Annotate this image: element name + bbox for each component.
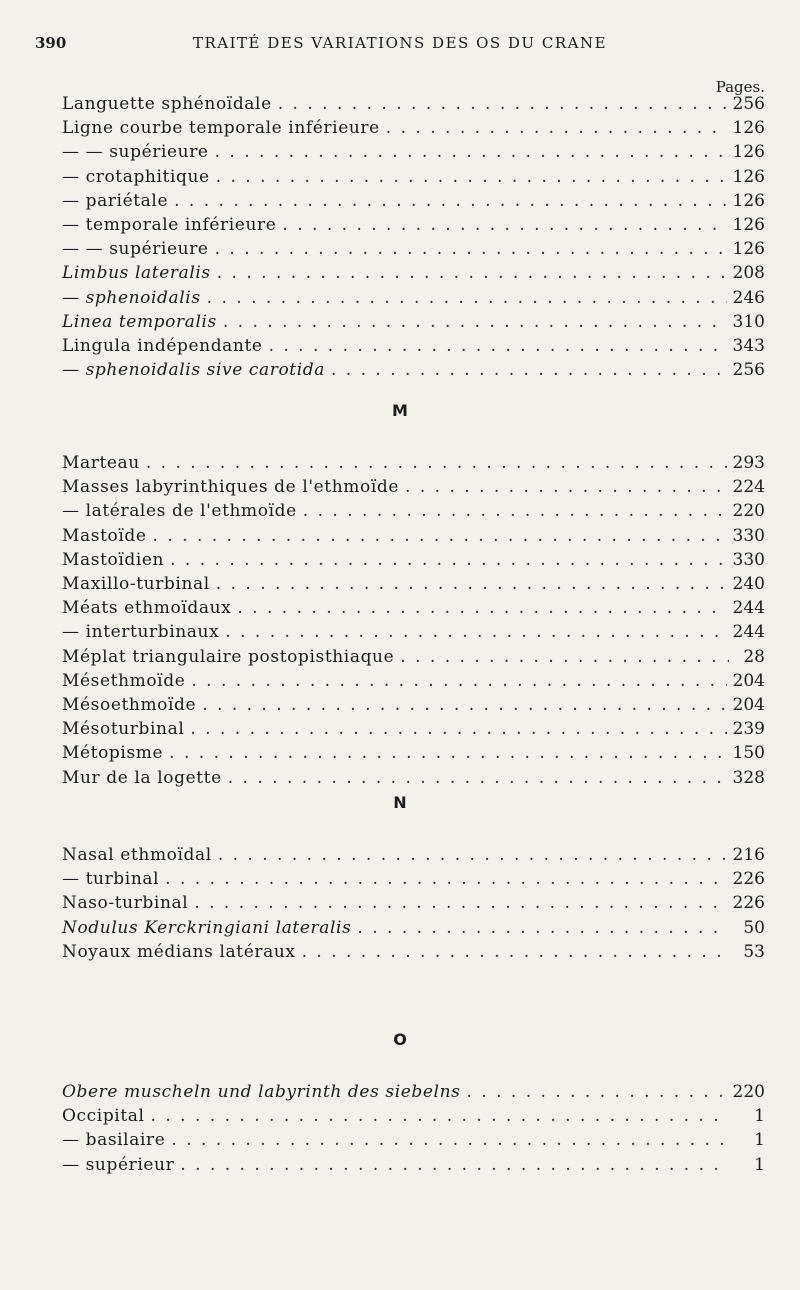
entry-term: Lingula indépendante bbox=[62, 336, 263, 356]
entry-term: — supérieur bbox=[62, 1154, 175, 1175]
entry-page: 240 bbox=[732, 574, 765, 594]
entry-page: 126 bbox=[732, 215, 765, 235]
leader-dots bbox=[169, 741, 726, 765]
index-entry bbox=[62, 843, 765, 867]
entry-term: — — supérieure bbox=[62, 142, 209, 163]
entry-term: Mésoethmoïde bbox=[62, 695, 197, 715]
index-entry bbox=[62, 310, 765, 334]
entry-term: Limbus lateralis bbox=[62, 263, 211, 284]
index-entry bbox=[62, 451, 765, 475]
entry-page: 126 bbox=[732, 118, 765, 139]
entry-page: 1 bbox=[754, 1130, 765, 1151]
leader-dots bbox=[216, 165, 727, 189]
entry-page: 1 bbox=[754, 1154, 765, 1175]
index-entry bbox=[62, 261, 765, 285]
entry-term: — pariétale bbox=[62, 190, 169, 211]
entry-term: Mésoturbinal bbox=[62, 719, 185, 740]
leader-dots bbox=[194, 891, 726, 915]
entry-page: 244 bbox=[732, 622, 765, 643]
entry-term: — interturbinaux bbox=[62, 622, 220, 643]
section-letter: O bbox=[393, 1030, 407, 1049]
entry-page: 53 bbox=[743, 941, 765, 962]
entry-page: 256 bbox=[732, 360, 765, 381]
index-entry bbox=[62, 572, 765, 596]
leader-dots bbox=[170, 548, 726, 572]
entry-page: 246 bbox=[732, 287, 765, 308]
index-entry bbox=[62, 1080, 765, 1104]
index-entry bbox=[62, 693, 765, 717]
index-entry bbox=[62, 165, 765, 189]
leader-dots bbox=[190, 717, 726, 741]
index-entry bbox=[62, 741, 765, 765]
leader-dots bbox=[269, 334, 727, 358]
running-title: TRAITÉ DES VARIATIONS DES OS DU CRANE bbox=[192, 34, 608, 52]
entry-term: — crotaphitique bbox=[62, 166, 210, 187]
pages-column-label: Pages. bbox=[715, 78, 765, 96]
index-entry bbox=[62, 237, 765, 261]
entry-term: Nodulus Kerckringiani lateralis bbox=[62, 917, 352, 938]
entry-page: 220 bbox=[732, 501, 765, 522]
index-entry bbox=[62, 213, 765, 237]
entry-term: Obere muscheln und labyrinth des siebelns bbox=[62, 1082, 461, 1102]
index-entry bbox=[62, 334, 765, 358]
index-entry bbox=[62, 940, 765, 964]
entry-term: Linea temporalis bbox=[62, 311, 217, 332]
entry-page: 126 bbox=[732, 239, 765, 260]
index-entry bbox=[62, 596, 765, 620]
entry-page: 343 bbox=[732, 336, 765, 356]
leader-dots bbox=[153, 524, 727, 548]
leader-dots bbox=[165, 867, 726, 891]
entry-page: 328 bbox=[732, 767, 765, 788]
leader-dots bbox=[302, 940, 729, 964]
entry-page: 256 bbox=[732, 94, 765, 114]
entry-page: 224 bbox=[732, 477, 765, 498]
index-entry bbox=[62, 358, 765, 382]
entry-page: 204 bbox=[732, 670, 765, 691]
leader-dots bbox=[202, 693, 726, 717]
leader-dots bbox=[237, 596, 726, 620]
entry-page: 126 bbox=[732, 166, 765, 187]
leader-dots bbox=[400, 645, 729, 669]
leader-dots bbox=[218, 843, 727, 867]
entry-term: — latérales de l'ethmoïde bbox=[62, 501, 297, 522]
leader-dots bbox=[171, 1128, 729, 1152]
leader-dots bbox=[466, 1080, 726, 1104]
entry-term: Marteau bbox=[62, 453, 140, 473]
index-entry bbox=[62, 867, 765, 891]
section-letter: N bbox=[393, 793, 407, 812]
entry-page: 28 bbox=[743, 646, 765, 667]
entry-term: Occipital bbox=[62, 1106, 145, 1127]
entry-page: 226 bbox=[732, 869, 765, 890]
entry-term: Nasal ethmoïdal bbox=[62, 845, 212, 865]
index-entry bbox=[62, 475, 765, 499]
entry-term: Noyaux médians latéraux bbox=[62, 941, 296, 962]
entry-page: 226 bbox=[732, 893, 765, 914]
entry-term: — turbinal bbox=[62, 869, 160, 890]
entry-page: 330 bbox=[732, 549, 765, 570]
entry-page: 293 bbox=[732, 453, 765, 473]
leader-dots bbox=[146, 451, 727, 475]
leader-dots bbox=[223, 310, 727, 334]
page-number: 390 bbox=[35, 34, 67, 52]
leader-dots bbox=[331, 358, 727, 382]
entry-page: 126 bbox=[732, 142, 765, 163]
index-entry bbox=[62, 524, 765, 548]
index-entry bbox=[62, 766, 765, 790]
entry-page: 220 bbox=[732, 1082, 765, 1102]
leader-dots bbox=[216, 572, 727, 596]
entry-page: 150 bbox=[732, 743, 765, 764]
index-entry bbox=[62, 1153, 765, 1177]
entry-term: Languette sphénoïdale bbox=[62, 94, 272, 114]
leader-dots bbox=[217, 261, 727, 285]
entry-page: 204 bbox=[732, 695, 765, 715]
entry-page: 50 bbox=[743, 917, 765, 938]
leader-dots bbox=[174, 189, 726, 213]
entry-page: 310 bbox=[732, 311, 765, 332]
section-letter: M bbox=[392, 401, 408, 420]
entry-term: — basilaire bbox=[62, 1130, 166, 1151]
leader-dots bbox=[228, 766, 727, 790]
index-entry bbox=[62, 92, 765, 116]
index-entry bbox=[62, 891, 765, 915]
running-header bbox=[35, 34, 765, 58]
entry-page: 1 bbox=[754, 1106, 765, 1127]
entry-page: 239 bbox=[732, 719, 765, 740]
leader-dots bbox=[191, 669, 726, 693]
entry-term: Méplat triangulaire postopisthiaque bbox=[62, 646, 395, 667]
entry-term: Masses labyrinthiques de l'ethmoïde bbox=[62, 477, 400, 498]
index-entry bbox=[62, 916, 765, 940]
index-entry bbox=[62, 717, 765, 741]
index-entry bbox=[62, 189, 765, 213]
index-entry bbox=[62, 1128, 765, 1152]
entry-term: Métopisme bbox=[62, 743, 164, 764]
entry-page: 330 bbox=[732, 525, 765, 546]
entry-term: — sphenoidalis sive carotida bbox=[62, 360, 325, 381]
entry-term: Mur de la logette bbox=[62, 767, 222, 788]
entry-term: — temporale inférieure bbox=[62, 215, 277, 235]
index-entry bbox=[62, 548, 765, 572]
leader-dots bbox=[357, 916, 729, 940]
leader-dots bbox=[215, 237, 727, 261]
entry-term: — sphenoidalis bbox=[62, 287, 201, 308]
leader-dots bbox=[405, 475, 727, 499]
leader-dots bbox=[278, 92, 727, 116]
leader-dots bbox=[151, 1104, 729, 1128]
entry-term: Mastoïde bbox=[62, 525, 147, 546]
index-entry bbox=[62, 645, 765, 669]
entry-term: Méats ethmoïdaux bbox=[62, 598, 232, 619]
leader-dots bbox=[180, 1153, 729, 1177]
leader-dots bbox=[207, 286, 727, 310]
index-entry bbox=[62, 1104, 765, 1128]
entry-term: — — supérieure bbox=[62, 239, 209, 260]
entry-term: Mésethmoïde bbox=[62, 670, 186, 691]
entry-term: Maxillo-turbinal bbox=[62, 574, 210, 594]
index-entry bbox=[62, 116, 765, 140]
index-entry bbox=[62, 669, 765, 693]
entry-page: 216 bbox=[732, 845, 765, 865]
index-entry bbox=[62, 499, 765, 523]
leader-dots bbox=[282, 213, 726, 237]
leader-dots bbox=[303, 499, 727, 523]
entry-term: Ligne courbe temporale inférieure bbox=[62, 118, 380, 139]
leader-dots bbox=[225, 620, 726, 644]
index-entry bbox=[62, 620, 765, 644]
entry-term: Naso-turbinal bbox=[62, 893, 189, 914]
leader-dots bbox=[215, 140, 727, 164]
index-entry bbox=[62, 286, 765, 310]
entry-page: 208 bbox=[732, 263, 765, 284]
entry-page: 244 bbox=[732, 598, 765, 619]
entry-term: Mastoïdien bbox=[62, 549, 165, 570]
index-entry bbox=[62, 140, 765, 164]
leader-dots bbox=[386, 116, 727, 140]
entry-page: 126 bbox=[732, 190, 765, 211]
